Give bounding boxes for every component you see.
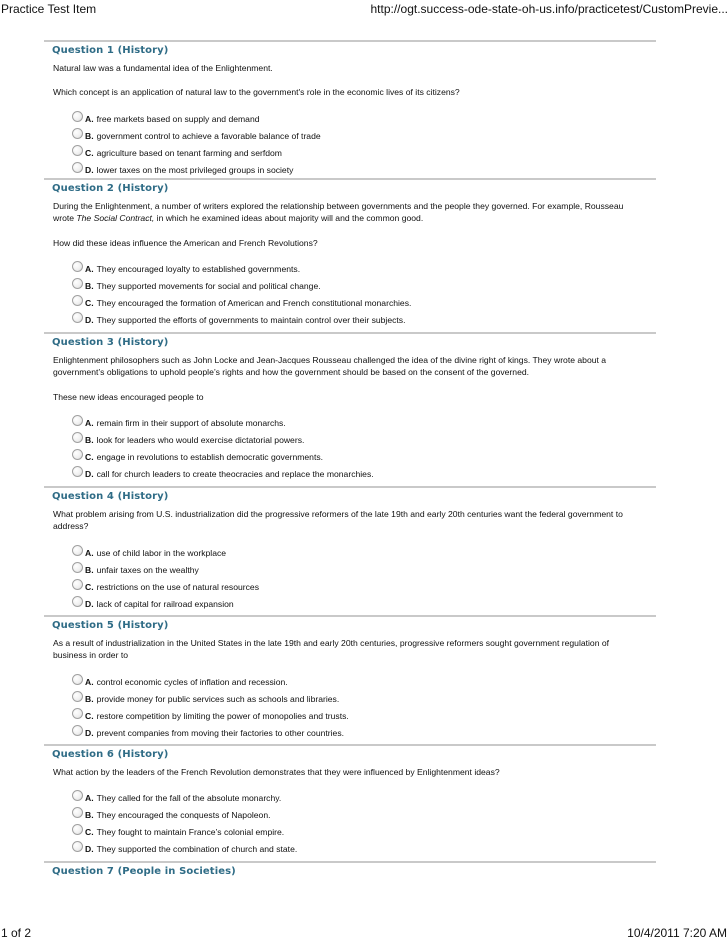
answer-letter: C. [85, 451, 94, 462]
answer-text: use of child labor in the workplace [96, 547, 227, 558]
radio-button-icon[interactable] [72, 278, 83, 289]
radio-button-icon[interactable] [72, 111, 83, 122]
answer-option-c[interactable] [72, 820, 656, 837]
question-2 [44, 178, 656, 332]
answer-letter: D. [85, 468, 94, 479]
question-prompt: These new ideas encouraged people to [53, 391, 204, 402]
question-prompt: Which concept is an application of natural law to the government's role in the economic lives of its citizens? [53, 87, 460, 98]
question-heading: Question 2 (History) [44, 178, 656, 197]
question-text: Enlightenment philosophers such as John Locke and Jean-Jacques Rousseau challenged the idea of the divine right of kings. They wrote about a government’s obligations to uphold people’s rights and how the government should be based on the consent of the governed. [53, 355, 607, 378]
answer-letter: A. [85, 547, 94, 558]
answer-list [44, 107, 656, 175]
answer-letter: B. [85, 130, 94, 141]
answer-letter: C. [85, 581, 94, 592]
answer-letter: A. [85, 676, 94, 687]
answer-text: They encouraged loyalty to established governments. [96, 263, 301, 274]
answer-option-d[interactable] [72, 158, 656, 175]
radio-button-icon[interactable] [72, 674, 83, 685]
answer-option-a[interactable] [72, 411, 656, 428]
radio-button-icon[interactable] [72, 162, 83, 173]
question-text: During the Enlightenment, a number of writers explored the relationship between governments and the people they governed. For example, Rousseau wrote The Social Contract, in which he examined ideas about majority will and the common good. [53, 201, 624, 224]
radio-button-icon[interactable] [72, 415, 83, 426]
answer-letter: B. [85, 434, 94, 445]
answer-text: restore competition by limiting the power of monopolies and trusts. [96, 710, 349, 721]
question-7 [44, 861, 656, 880]
answer-option-a[interactable] [72, 107, 656, 124]
radio-button-icon[interactable] [72, 579, 83, 590]
answer-option-d[interactable] [72, 721, 656, 738]
page-title: Practice Test Item [1, 2, 97, 16]
answer-letter: D. [85, 727, 94, 738]
answer-letter: C. [85, 147, 94, 158]
answer-letter: B. [85, 693, 94, 704]
question-3 [44, 332, 656, 486]
question-text: What problem arising from U.S. industrialization did the progressive reformers of the late 19th and early 20th centuries want the federal government to address? [53, 509, 623, 532]
answer-option-c[interactable] [72, 445, 656, 462]
answer-option-d[interactable] [72, 592, 656, 609]
answer-text: agriculture based on tenant farming and serfdom [96, 147, 282, 158]
answer-text: free markets based on supply and demand [96, 113, 260, 124]
answer-text: unfair taxes on the wealthy [96, 564, 199, 575]
radio-button-icon[interactable] [72, 807, 83, 818]
answer-letter: D. [85, 314, 94, 325]
answer-text: They supported movements for social and political change. [96, 280, 321, 291]
radio-button-icon[interactable] [72, 725, 83, 736]
radio-button-icon[interactable] [72, 596, 83, 607]
question-text: What action by the leaders of the French Revolution demonstrates that they were influenced by Enlightenment ideas? [53, 767, 500, 777]
radio-button-icon[interactable] [72, 841, 83, 852]
answer-text: They encouraged the formation of American and French constitutional monarchies. [96, 297, 412, 308]
answer-list [44, 786, 656, 854]
answer-option-c[interactable] [72, 575, 656, 592]
answer-option-b[interactable] [72, 558, 656, 575]
answer-text: They fought to maintain France’s colonial empire. [96, 827, 285, 838]
radio-button-icon[interactable] [72, 261, 83, 272]
answer-option-d[interactable] [72, 462, 656, 479]
radio-button-icon[interactable] [72, 128, 83, 139]
question-heading: Question 6 (History) [44, 744, 656, 763]
answer-text: call for church leaders to create theocracies and replace the monarchies. [96, 468, 374, 479]
answer-option-c[interactable] [72, 141, 656, 158]
answer-letter: D. [85, 164, 94, 175]
answer-text: look for leaders who would exercise dictatorial powers. [96, 434, 305, 445]
question-text: Natural law was a fundamental idea of the Enlightenment. [53, 63, 273, 73]
print-datetime: 10/4/2011 7:20 AM [627, 926, 727, 940]
question-heading: Question 4 (History) [44, 486, 656, 505]
answer-option-c[interactable] [72, 704, 656, 721]
radio-button-icon[interactable] [72, 545, 83, 556]
question-6 [44, 744, 656, 861]
answer-text: remain firm in their support of absolute monarchs. [96, 417, 286, 428]
question-heading: Question 7 (People in Societies) [44, 861, 656, 880]
answer-letter: C. [85, 710, 94, 721]
answer-text: provide money for public services such as schools and libraries. [96, 693, 340, 704]
answer-letter: A. [85, 263, 94, 274]
answer-letter: B. [85, 280, 94, 291]
answer-option-c[interactable] [72, 291, 656, 308]
answer-list [44, 257, 656, 325]
answer-option-a[interactable] [72, 257, 656, 274]
answer-option-b[interactable] [72, 274, 656, 291]
radio-button-icon[interactable] [72, 466, 83, 477]
radio-button-icon[interactable] [72, 562, 83, 573]
radio-button-icon[interactable] [72, 432, 83, 443]
answer-option-d[interactable] [72, 308, 656, 325]
question-prompt: How did these ideas influence the American and French Revolutions? [53, 237, 318, 248]
answer-text: restrictions on the use of natural resources [96, 581, 260, 592]
question-1 [44, 40, 656, 178]
answer-text: lack of capital for railroad expansion [96, 598, 234, 609]
answer-letter: D. [85, 598, 94, 609]
question-text: As a result of industrialization in the United States in the late 19th and early 20th centuries, progressive reformers sought government regulation of business in order to [53, 638, 610, 661]
answer-list [44, 411, 656, 479]
radio-button-icon[interactable] [72, 295, 83, 306]
answer-option-b[interactable] [72, 124, 656, 141]
answer-option-b[interactable] [72, 428, 656, 445]
answer-letter: C. [85, 297, 94, 308]
answer-text: They encouraged the conquests of Napoleon. [96, 810, 271, 821]
radio-button-icon[interactable] [72, 708, 83, 719]
answer-option-d[interactable] [72, 837, 656, 854]
answer-letter: A. [85, 113, 94, 124]
answer-text: They supported the efforts of governments to maintain control over their subjects. [96, 314, 406, 325]
radio-button-icon[interactable] [72, 145, 83, 156]
answer-text: They supported the combination of church and state. [96, 844, 298, 855]
radio-button-icon[interactable] [72, 691, 83, 702]
answer-letter: A. [85, 417, 94, 428]
answer-list [44, 541, 656, 609]
question-heading: Question 3 (History) [44, 332, 656, 351]
answer-option-b[interactable] [72, 803, 656, 820]
questions-container [44, 40, 656, 880]
answer-letter: D. [85, 844, 94, 855]
answer-letter: B. [85, 564, 94, 575]
answer-option-b[interactable] [72, 687, 656, 704]
question-5 [44, 615, 656, 744]
radio-button-icon[interactable] [72, 312, 83, 323]
answer-option-a[interactable] [72, 541, 656, 558]
page-number: 1 of 2 [1, 926, 32, 940]
page-url: http://ogt.success-ode-state-oh-us.info/practicetest/CustomPrevie... [370, 2, 728, 16]
question-heading: Question 1 (History) [44, 40, 656, 59]
answer-list [44, 670, 656, 738]
answer-text: engage in revolutions to establish democratic governments. [96, 451, 324, 462]
answer-option-a[interactable] [72, 670, 656, 687]
answer-text: government control to achieve a favorable balance of trade [96, 130, 321, 141]
answer-text: prevent companies from moving their factories to other countries. [96, 727, 345, 738]
radio-button-icon[interactable] [72, 824, 83, 835]
question-4 [44, 486, 656, 615]
answer-letter: C. [85, 827, 94, 838]
radio-button-icon[interactable] [72, 790, 83, 801]
answer-letter: A. [85, 793, 94, 804]
answer-text: They called for the fall of the absolute monarchy. [96, 793, 282, 804]
answer-text: control economic cycles of inflation and recession. [96, 676, 288, 687]
print-header [0, 0, 728, 18]
answer-text: lower taxes on the most privileged groups in society [96, 164, 294, 175]
question-heading: Question 5 (History) [44, 615, 656, 634]
print-footer [0, 926, 728, 942]
answer-letter: B. [85, 810, 94, 821]
answer-option-a[interactable] [72, 786, 656, 803]
radio-button-icon[interactable] [72, 449, 83, 460]
